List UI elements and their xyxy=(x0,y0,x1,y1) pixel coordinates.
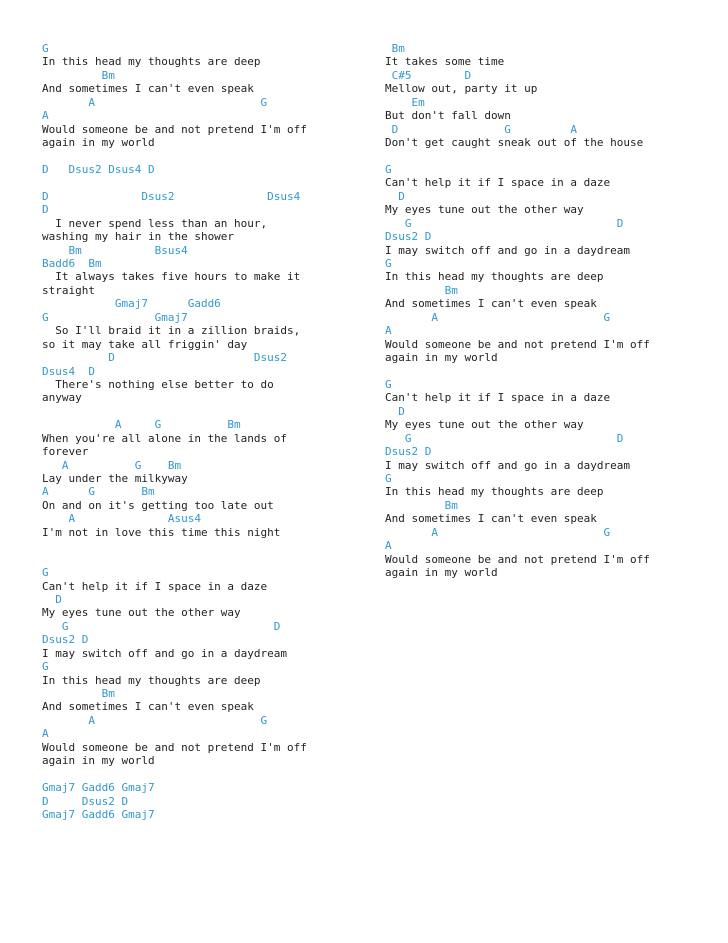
lyric-line: And sometimes I can't even speak xyxy=(385,512,597,526)
chord-line: D xyxy=(385,189,405,203)
lyric-line: It always takes five hours to make it xyxy=(42,270,301,284)
lyric-line: It takes some time xyxy=(385,55,505,69)
chord-line: D xyxy=(385,404,405,418)
chord-line: G xyxy=(42,566,49,580)
chord-line: Bm xyxy=(385,42,405,55)
lyric-line: Can't help it if I space in a daze xyxy=(385,176,611,190)
chord-line: D xyxy=(42,203,49,217)
chord-line: A xyxy=(385,539,392,553)
lyric-line: I may switch off and go in a daydream xyxy=(385,458,631,472)
blank-line xyxy=(385,150,715,163)
lyric-line: On and on it's getting too late out xyxy=(42,498,274,512)
chord-line: A G Bm xyxy=(42,458,182,472)
blank-line xyxy=(42,176,372,189)
chord-line: G xyxy=(42,42,49,55)
chord-line: G xyxy=(385,472,392,485)
chord-line: Gmaj7 Gadd6 xyxy=(42,297,221,311)
lyric-line: Would someone be and not pretend I'm off xyxy=(42,740,307,754)
chord-line: D Dsus2 D xyxy=(42,794,129,808)
lyric-line: And sometimes I can't even speak xyxy=(385,297,597,311)
lyric-line: Lay under the milkyway xyxy=(42,472,188,485)
chord-line: G Gmaj7 xyxy=(42,310,188,324)
chord-line: Dsus2 D xyxy=(385,230,432,244)
chord-line: A G xyxy=(385,525,611,539)
chord-line: Gmaj7 Gadd6 Gmaj7 xyxy=(42,807,155,821)
lyric-line: In this head my thoughts are deep xyxy=(42,673,261,687)
chord-line: Bm xyxy=(385,498,458,512)
chord-line: Em xyxy=(385,95,425,109)
chord-line: A G xyxy=(42,713,268,727)
chord-line: G D xyxy=(385,216,624,230)
chord-line: Bm Bsus4 xyxy=(42,243,188,257)
chord-line: G D xyxy=(42,619,281,633)
chord-line: Dsus2 D xyxy=(42,633,89,647)
chord-line: Badd6 Bm xyxy=(42,257,102,270)
chord-line: Dsus4 D xyxy=(42,364,95,378)
lyric-line: In this head my thoughts are deep xyxy=(42,55,261,69)
chord-line: C#5 D xyxy=(385,68,472,82)
chord-line: G xyxy=(385,162,392,176)
lyric-line: My eyes tune out the other way xyxy=(385,418,584,432)
left-column xyxy=(42,42,372,821)
lyric-line: I may switch off and go in a daydream xyxy=(385,243,631,257)
lyric-line: So I'll braid it in a zillion braids, xyxy=(42,324,301,338)
chord-line: G xyxy=(385,257,392,270)
lyric-line: again in my world xyxy=(385,566,498,580)
lyric-line: But don't fall down xyxy=(385,109,511,123)
chord-line: G xyxy=(42,660,49,674)
lyric-line: Don't get caught sneak out of the house xyxy=(385,136,644,150)
blank-line xyxy=(385,365,715,378)
lyric-line: There's nothing else better to do xyxy=(42,377,274,391)
lyric-line: again in my world xyxy=(42,754,155,768)
blank-line xyxy=(42,768,372,781)
chord-line: G xyxy=(385,377,392,391)
lyric-line: I never spend less than an hour, xyxy=(42,216,268,230)
lyric-line: again in my world xyxy=(42,136,155,150)
lyric-line: anyway xyxy=(42,391,82,405)
chord-line: A xyxy=(42,727,49,741)
blank-line xyxy=(42,405,372,418)
lyric-line: forever xyxy=(42,445,89,459)
chord-line: D Dsus2 Dsus4 D xyxy=(42,162,155,176)
lyric-line: so it may take all friggin' day xyxy=(42,337,248,351)
chord-line: Bm xyxy=(42,687,115,700)
chord-line: Gmaj7 Gadd6 Gmaj7 xyxy=(42,781,155,795)
lyric-line: Would someone be and not pretend I'm off xyxy=(42,122,307,136)
lyric-line: washing my hair in the shower xyxy=(42,230,235,244)
right-column xyxy=(385,42,715,580)
chord-line: D Dsus2 xyxy=(42,351,288,365)
lyric-line: In this head my thoughts are deep xyxy=(385,270,604,284)
chord-line: D G A xyxy=(385,122,578,136)
blank-line xyxy=(42,150,372,163)
lyric-line: My eyes tune out the other way xyxy=(385,203,584,217)
chord-line: A G Bm xyxy=(42,485,155,499)
chord-line: A G Bm xyxy=(42,418,241,432)
lyric-line: My eyes tune out the other way xyxy=(42,606,241,620)
lyric-line: again in my world xyxy=(385,351,498,365)
chord-line: A G xyxy=(42,95,268,109)
lyric-line: Can't help it if I space in a daze xyxy=(42,579,268,593)
blank-line xyxy=(42,553,372,566)
chord-line: A G xyxy=(385,310,611,324)
lyric-line: I'm not in love this time this night xyxy=(42,525,281,539)
chord-line: A xyxy=(42,109,49,123)
lyric-line: In this head my thoughts are deep xyxy=(385,485,604,499)
chord-line: Bm xyxy=(42,68,115,82)
chord-line: Bm xyxy=(385,283,458,297)
chord-line: G D xyxy=(385,431,624,445)
chord-line: Dsus2 D xyxy=(385,445,432,459)
lyric-line: straight xyxy=(42,283,95,297)
lyric-line: When you're all alone in the lands of xyxy=(42,431,288,445)
lyric-line: And sometimes I can't even speak xyxy=(42,700,254,714)
lyric-line: And sometimes I can't even speak xyxy=(42,82,254,96)
chord-line: D xyxy=(42,592,62,606)
chord-line: D Dsus2 Dsus4 xyxy=(42,189,301,203)
lyric-line: Can't help it if I space in a daze xyxy=(385,391,611,405)
lyric-line: Would someone be and not pretend I'm off xyxy=(385,552,650,566)
lyric-line: Would someone be and not pretend I'm off xyxy=(385,337,650,351)
chord-line: A xyxy=(385,324,392,338)
chord-line: A Asus4 xyxy=(42,512,201,526)
lyric-line: I may switch off and go in a daydream xyxy=(42,646,288,660)
lyric-line: Mellow out, party it up xyxy=(385,82,538,96)
blank-line xyxy=(42,539,372,552)
